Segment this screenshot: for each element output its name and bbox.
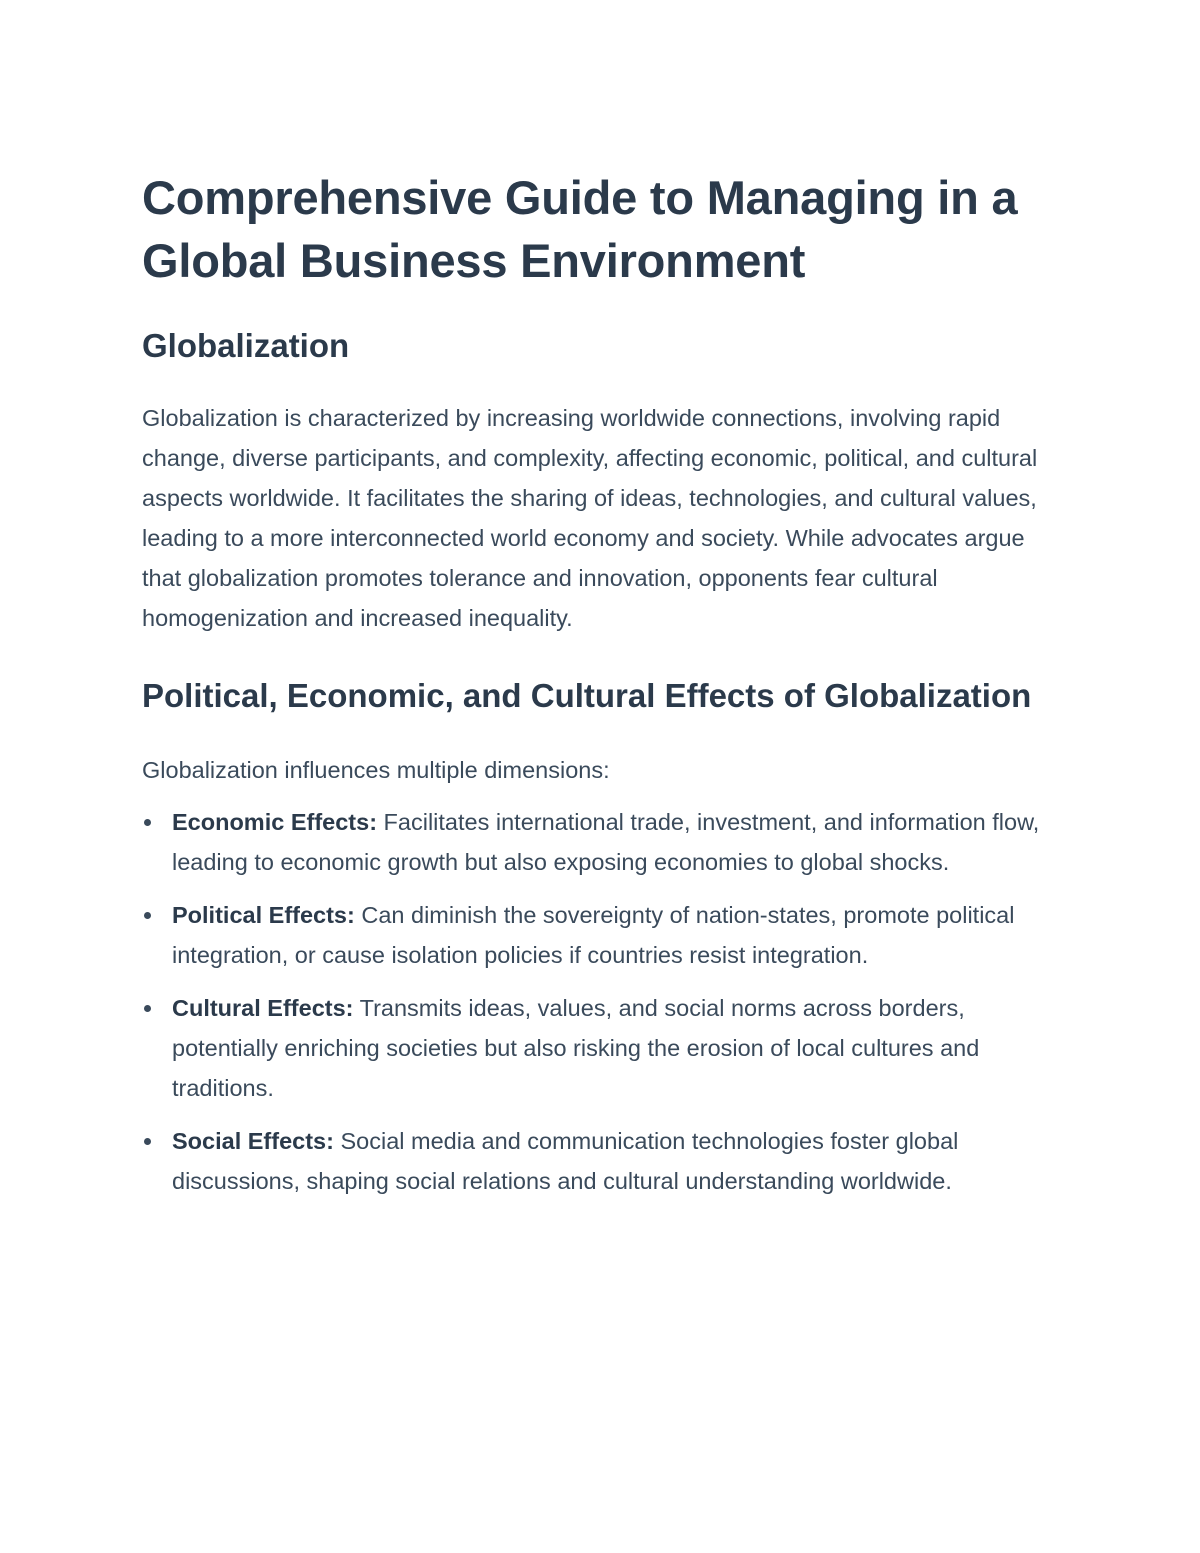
bullet-icon: [144, 1138, 151, 1145]
effects-intro-text: Globalization influences multiple dimensions:: [142, 757, 610, 783]
bullet-icon: [144, 1005, 151, 1012]
list-item-term: Cultural Effects:: [172, 995, 354, 1021]
list-item-political-effects: [142, 895, 1047, 975]
document-page: [142, 166, 1047, 1214]
section-heading-effects: Political, Economic, and Cultural Effects of Globalization: [142, 677, 1032, 714]
list-item-term: Economic Effects:: [172, 809, 378, 835]
list-item-text: Transmits ideas, values, and social norms across borders, potentially enriching societies but also risking the erosion of local cultures and traditions.: [172, 995, 980, 1101]
bullet-icon: [144, 912, 151, 919]
list-item-cultural-effects: [142, 988, 1047, 1108]
bullet-icon: [144, 819, 151, 826]
list-item-text: Social media and communication technologies foster global discussions, shaping social relations and cultural understanding worldwide.: [172, 1128, 959, 1194]
effects-list: [142, 802, 1047, 1201]
list-item-economic-effects: [142, 802, 1047, 882]
list-item-social-effects: [142, 1121, 1047, 1201]
document-title: Comprehensive Guide to Managing in a Global Business Environment: [142, 171, 1018, 287]
globalization-paragraph: Globalization is characterized by increasing worldwide connections, involving rapid change, diverse participants, and complexity, affecting economic, political, and cultural aspects worldwide. It facilitates the sharing of ideas, technologies, and cultural values, leading to a more interconnected world economy and society. While advocates argue that globalization promotes tolerance and innovation, opponents fear cultural homogenization and increased inequality.: [142, 405, 1038, 631]
list-item-text: Facilitates international trade, investment, and information flow, leading to economic growth but also exposing economies to global shocks.: [172, 809, 1040, 875]
list-item-term: Social Effects:: [172, 1128, 334, 1154]
list-item-text: Can diminish the sovereignty of nation-states, promote political integration, or cause isolation policies if countries resist integration.: [172, 902, 1015, 968]
list-item-term: Political Effects:: [172, 902, 355, 928]
section-heading-globalization: Globalization: [142, 327, 350, 364]
